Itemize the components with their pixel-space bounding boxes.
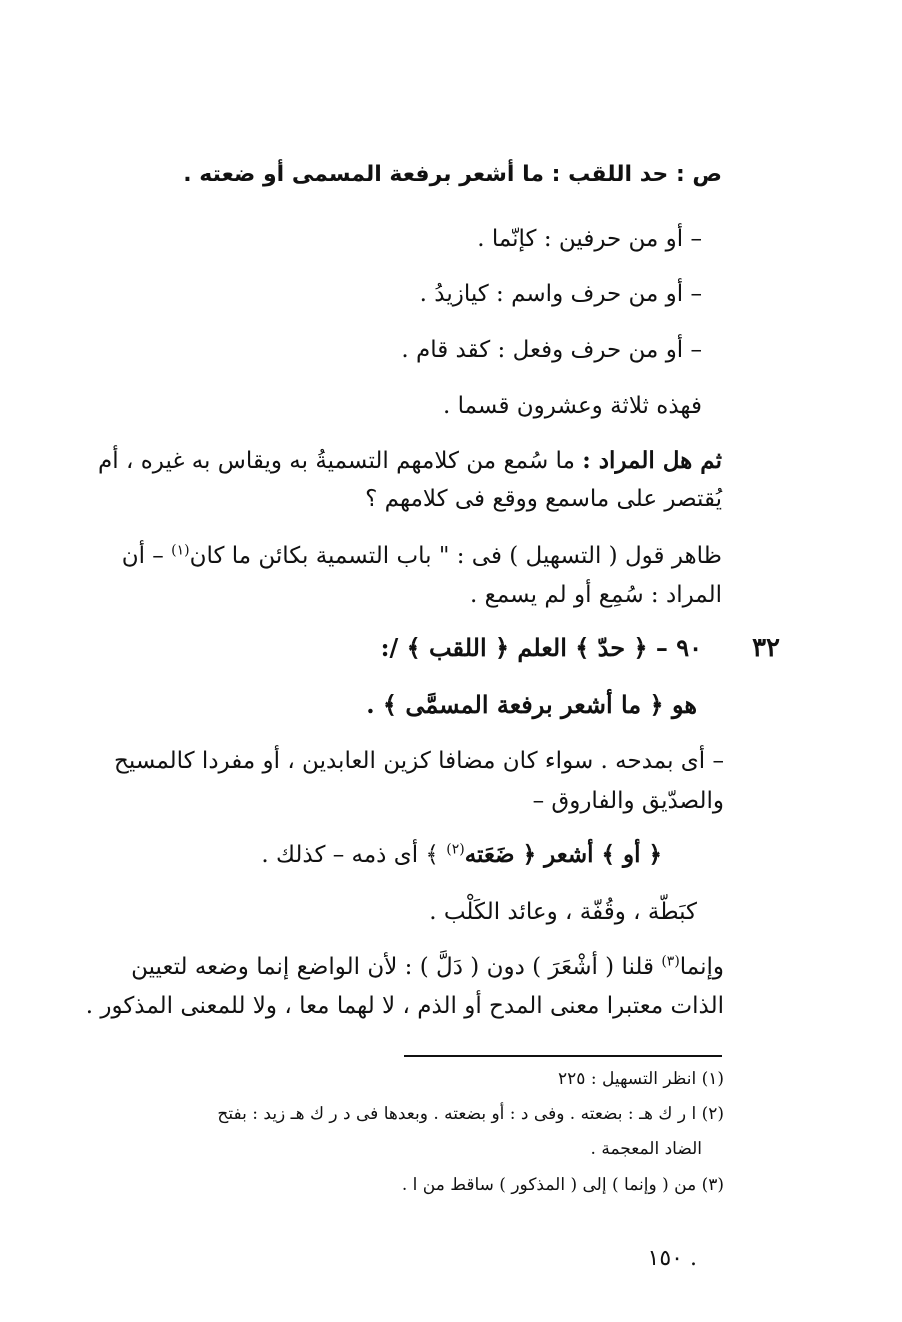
footnote: (١) انظر التسهيل : ٢٢٥ [558, 1069, 724, 1089]
explanation-line-1: – أى بمدحه . سواء كان مضافا كزين العابدين ، أو مفردا كالمسيح [114, 748, 724, 774]
list-item: – أو من حرفين : كإنّما . [477, 226, 702, 252]
footnote-ref-1: (١) [171, 542, 190, 559]
handwritten-line [183, 160, 722, 190]
examples-line: كبَطّة ، وقُفّة ، وعائد الكَلْب . [429, 899, 697, 925]
list-item: – أو من حرف وفعل : كقد قام . [401, 337, 702, 363]
answer-text: ظاهر قول ( التسهيل ) فى : " باب التسمية بكائن ما كان [189, 543, 722, 569]
summary-text: فهذه ثلاثة وعشرون قسما . [443, 393, 702, 419]
footnote: (٣) من ( وإنما ) إلى ( المذكور ) ساقط من ا . [401, 1175, 724, 1195]
reason-line-2: الذات معتبرا معنى المدح أو الذم ، لا لهما معا ، ولا للمعنى المذكور . [85, 993, 724, 1019]
question-lead: ثم هل المراد : [582, 447, 722, 474]
question-line-1 [98, 446, 722, 476]
or-line [261, 840, 662, 870]
footnote-separator [404, 1055, 722, 1057]
section-heading: ٩٠ – ﴿ حدّ ﴾ العلم ﴿ اللقب ﴾ /: [380, 633, 702, 662]
explanation-line-2: والصدّيق والفاروق – [532, 788, 724, 814]
margin-number: ٣٢ [752, 633, 780, 663]
footnote-ref-3: (٣) [661, 953, 680, 970]
answer-line-2: المراد : سُمِع أو لم يسمع . [469, 582, 722, 608]
reason-text: وإنما [679, 954, 724, 980]
footnote-ref-2: (٢) [446, 841, 465, 858]
answer-text-end: – أن [121, 543, 172, 569]
or-line-text: ﴿ أو ﴾ أشعر ﴿ ضَعَته [464, 841, 662, 868]
footnote: الضاد المعجمة . [590, 1139, 702, 1159]
answer-line-1 [122, 541, 722, 571]
list-item: – أو من حرف واسم : كيازيدُ . [419, 281, 702, 307]
question-text: ما سُمع من كلامهم التسميةُ به ويقاس به غيره ، أم [98, 448, 583, 474]
handwritten-text: حد اللقب : ما أشعر برفعة المسمى أو ضعته . [183, 162, 669, 187]
or-line-text-end: ﴾ أى ذمه – كذلك . [261, 842, 447, 868]
definition-line: هو ﴿ ما أشعر برفعة المسمَّى ﴾ . [366, 690, 697, 719]
footnote: (٢) ا ر ك هـ : بضعته . وفى د : أو بضعته . وبعدها فى د ر ك هـ زيد : بفتح [217, 1104, 724, 1124]
page-number: ١٥٠ . [647, 1246, 697, 1271]
reason-line-1 [131, 952, 724, 982]
reason-text-end: قلنا ( أشْعَرَ ) دون ( دَلَّ ) : لأن الواضع إنما وضعه لتعيين [131, 954, 662, 980]
question-line-2: يُقتصر على ماسمع ووقع فى كلامهم ؟ [365, 486, 722, 512]
handwritten-label: ص : [675, 162, 722, 187]
